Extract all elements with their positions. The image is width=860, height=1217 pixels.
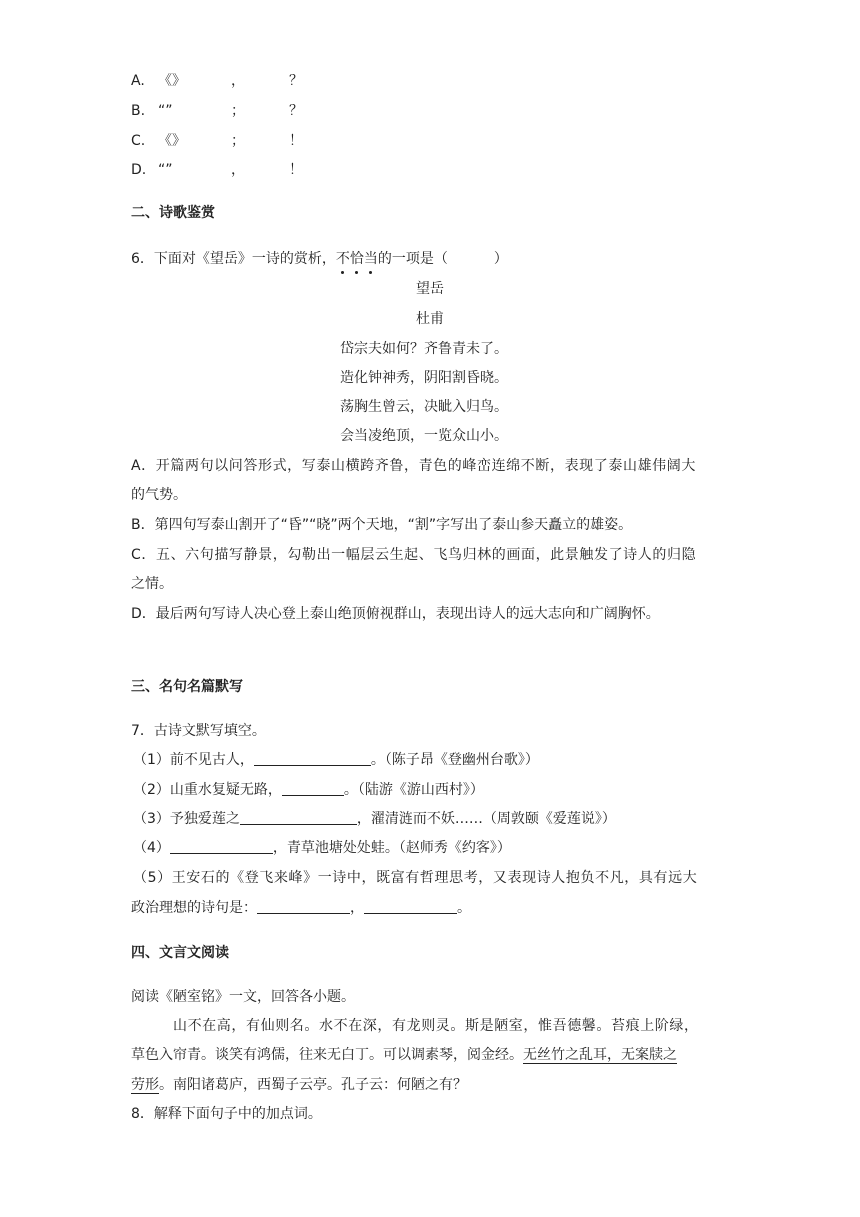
option-p2: ； (231, 103, 245, 119)
section-heading-poetry: 二、诗歌鉴赏 (131, 205, 215, 221)
option-p2: ， (231, 73, 245, 89)
option-p3: ？ (289, 103, 303, 119)
option-p1: 《》 (158, 73, 186, 89)
passage-line: 山不在高，有仙则名。水不在深，有龙则灵。斯是陋室，惟吾德馨。苔痕上阶绿， (173, 1018, 699, 1034)
poem-line: 荡胸生曾云，决眦入归鸟。 (340, 399, 508, 415)
poem-line: 岱宗夫如何？齐鲁青未了。 (340, 341, 508, 357)
fill-blank[interactable] (254, 751, 371, 766)
option-p1: “” (158, 162, 173, 178)
q6-option-b: B．第四句写泰山割开了“昏”“晓”两个天地，“割”字写出了泰山参天矗立的雄姿。 (131, 517, 633, 533)
option-p3: ？ (289, 73, 303, 89)
underlined-text: 劳形 (131, 1077, 159, 1093)
fill-blank[interactable] (257, 899, 350, 914)
option-p3: ！ (289, 162, 303, 178)
q7-item-4: （4） ，青草池塘处处蛙。（赵师秀《约客》） (133, 840, 511, 856)
poem-author: 杜甫 (416, 311, 444, 327)
reading-intro: 阅读《陋室铭》一文，回答各小题。 (131, 989, 355, 1005)
dotted-char: 当 (363, 251, 378, 267)
underlined-text: 无丝竹之乱耳，无案牍之 (523, 1047, 677, 1063)
option-letter: A. (131, 73, 145, 89)
q7-item-5-cont: 政治理想的诗句是： ， 。 (131, 900, 471, 916)
section-heading-recitation: 三、名句名篇默写 (131, 679, 243, 695)
q6-option-d: D．最后两句写诗人决心登上泰山绝顶俯视群山，表现出诗人的远大志向和广阔胸怀。 (131, 606, 660, 622)
q7-item-1: （1）前不见古人， 。（陈子昂《登幽州台歌》） (133, 752, 539, 768)
q6-option-a: A．开篇两句以问答形式，写泰山横跨齐鲁，青色的峰峦连绵不断，表现了泰山雄伟阔大 (131, 458, 696, 474)
option-letter: B. (131, 103, 146, 119)
fill-blank[interactable] (240, 810, 357, 825)
poem-line: 会当凌绝顶，一览众山小。 (340, 428, 508, 444)
q7-item-2: （2）山重水复疑无路， 。（陆游《游山西村》） (133, 782, 484, 798)
fill-blank[interactable] (170, 839, 273, 854)
q6-option-a-cont: 的气势。 (131, 487, 187, 503)
q7-item-3: （3）予独爱莲之 ，濯清涟而不妖……（周敦颐《爱莲说》） (133, 811, 616, 827)
q8-stem: 8．解释下面句子中的加点词。 (131, 1106, 322, 1122)
dotted-char: 恰 (349, 251, 364, 267)
fill-blank[interactable] (364, 899, 457, 914)
option-p2: ， (231, 162, 245, 178)
dotted-char: 不 (335, 251, 350, 267)
q7-item-5: （5）王安石的《登飞来峰》一诗中，既富有哲理思考，又表现诗人抱负不凡，具有远大 (133, 870, 698, 886)
passage-line: 劳形。南阳诸葛庐，西蜀子云亭。孔子云：何陋之有？ (131, 1077, 467, 1093)
poem-line: 造化钟神秀，阴阳割昏晓。 (340, 370, 508, 386)
q6-option-c: C．五、六句描写静景，勾勒出一幅层云生起、飞鸟归林的画面，此景触发了诗人的归隐 (131, 547, 697, 563)
q6-option-c-cont: 之情。 (131, 576, 173, 592)
section-heading-classical: 四、文言文阅读 (131, 945, 229, 961)
option-p2: ； (231, 133, 245, 149)
q7-stem: 7．古诗文默写填空。 (131, 723, 266, 739)
option-letter: D. (131, 162, 147, 178)
option-letter: C. (131, 133, 146, 149)
fill-blank[interactable] (282, 781, 344, 796)
poem-title: 望岳 (416, 281, 444, 297)
passage-line: 草色入帘青。谈笑有鸿儒，往来无白丁。可以调素琴，阅金经。无丝竹之乱耳，无案牍之 (131, 1047, 677, 1063)
option-p1: 《》 (158, 133, 186, 149)
option-p1: “” (158, 103, 173, 119)
q6-stem: 6．下面对《望岳》一诗的赏析，不恰当的一项是（ ） (131, 251, 508, 267)
option-p3: ！ (289, 133, 303, 149)
